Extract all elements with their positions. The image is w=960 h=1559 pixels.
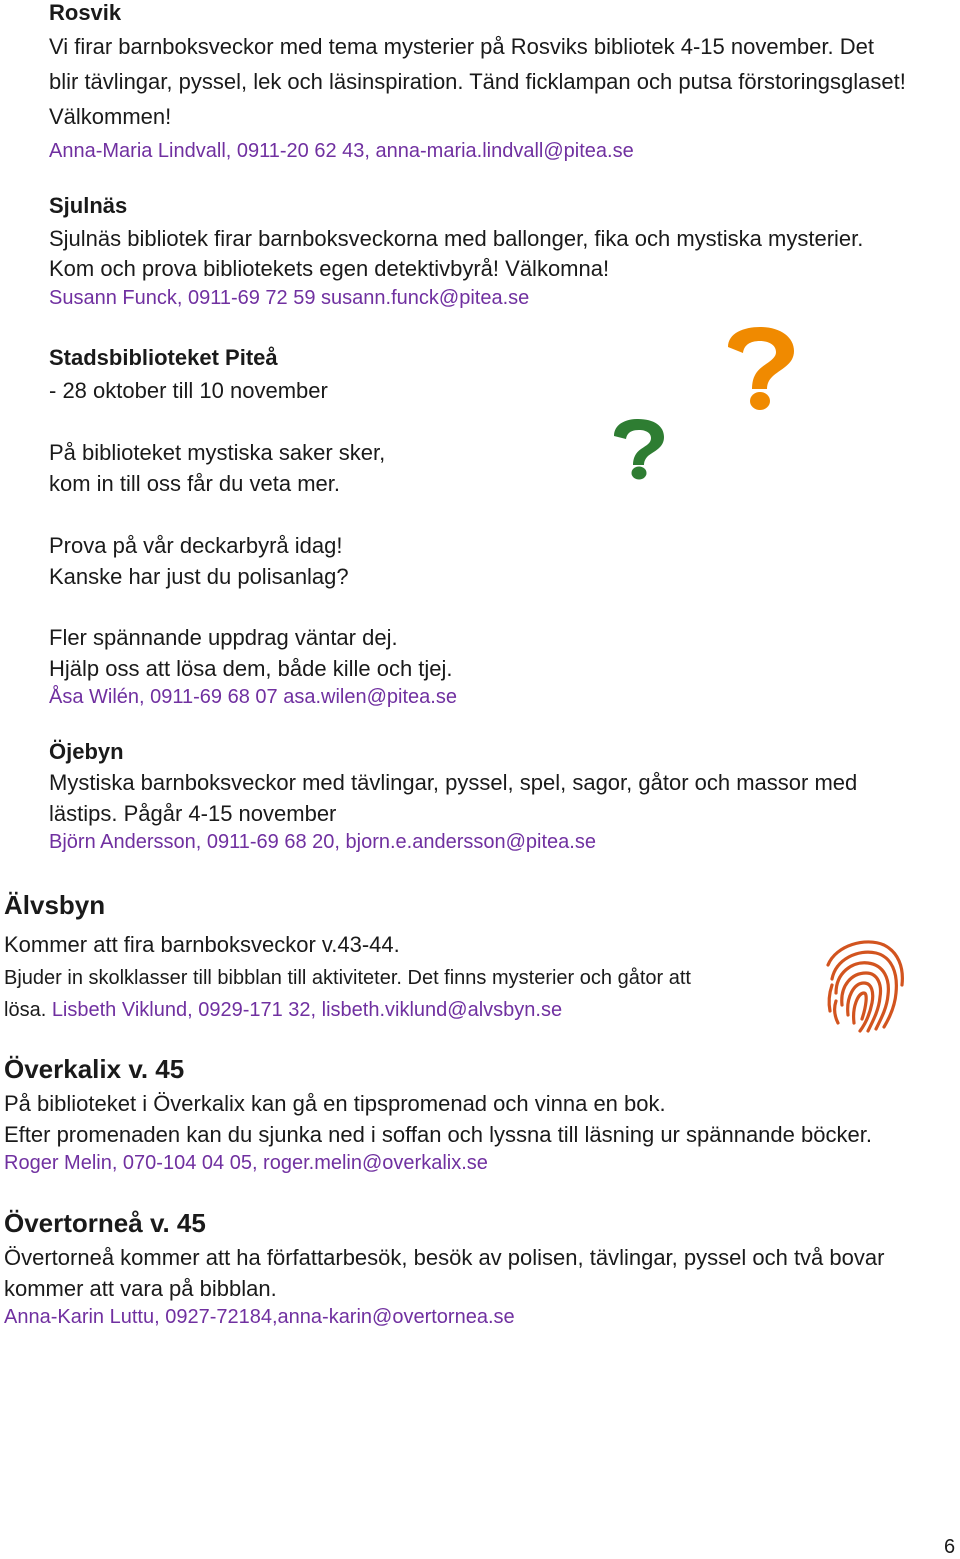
ojebyn-text-line: lästips. Pågår 4-15 november	[49, 801, 337, 826]
sjulnas-text-line: Kom och prova bibliotekets egen detektivbyrå! Välkomna!	[49, 256, 610, 281]
alvsbyn-contact: Lisbeth Viklund, 0929-171 32, lisbeth.viklund@alvsbyn.se	[51, 999, 563, 1021]
section-heading-sjulnas: Sjulnäs	[49, 193, 128, 218]
section-heading-alvsbyn: Älvsbyn	[4, 890, 106, 920]
overkalix-contact: Roger Melin, 070-104 04 05, roger.melin@overkalix.se	[4, 1152, 488, 1174]
sjulnas-text-line: Sjulnäs bibliotek firar barnboksveckorna med ballonger, fika och mystiska mysterier.	[49, 226, 864, 251]
overtornea-text-line: kommer att vara på bibblan.	[4, 1276, 277, 1301]
stadsbiblioteket-text-line: På biblioteket mystiska saker sker,	[49, 440, 386, 465]
stadsbiblioteket-text-line: Prova på vår deckarbyrå idag!	[49, 533, 343, 558]
alvsbyn-text-line	[4, 999, 562, 1022]
stadsbiblioteket-text-line: - 28 oktober till 10 november	[49, 378, 328, 403]
overtornea-text-line: Övertorneå kommer att ha författarbesök, besök av polisen, tävlingar, pyssel och två bovar	[4, 1245, 885, 1270]
question-mark-icon	[722, 325, 798, 411]
section-heading-ojebyn: Öjebyn	[49, 739, 124, 764]
rosvik-text-line: Vi firar barnboksveckor med tema mysterier på Rosviks bibliotek 4-15 november. Det	[49, 34, 874, 59]
section-heading-rosvik: Rosvik	[49, 0, 122, 25]
stadsbiblioteket-text-line: Fler spännande uppdrag väntar dej.	[49, 625, 398, 650]
stadsbiblioteket-text-line: Kanske har just du polisanlag?	[49, 564, 349, 589]
fingerprint-icon	[822, 935, 908, 1035]
alvsbyn-text-line: Bjuder in skolklasser till bibblan till aktiviteter. Det finns mysterier och gåtor att	[4, 967, 691, 989]
ojebyn-text-line: Mystiska barnboksveckor med tävlingar, pyssel, spel, sagor, gåtor och massor med	[49, 770, 858, 795]
section-heading-stadsbiblioteket: Stadsbiblioteket Piteå	[49, 345, 278, 370]
rosvik-contact: Anna-Maria Lindvall, 0911-20 62 43, anna-maria.lindvall@pitea.se	[49, 140, 634, 162]
ojebyn-contact: Björn Andersson, 0911-69 68 20, bjorn.e.andersson@pitea.se	[49, 831, 596, 853]
alvsbyn-text-end: lösa.	[4, 999, 47, 1021]
stadsbiblioteket-text-line: Hjälp oss att lösa dem, både kille och tjej.	[49, 656, 453, 681]
overkalix-text-line: På biblioteket i Överkalix kan gå en tipspromenad och vinna en bok.	[4, 1091, 666, 1116]
rosvik-text-line: Välkommen!	[49, 104, 172, 129]
stadsbiblioteket-text-line: kom in till oss får du veta mer.	[49, 471, 340, 496]
page-number: 6	[944, 1536, 956, 1558]
rosvik-text-line: blir tävlingar, pyssel, lek och läsinspiration. Tänd ficklampan och putsa förstoringsglaset!	[49, 69, 906, 94]
section-heading-overkalix: Överkalix v. 45	[4, 1054, 185, 1084]
overkalix-text-line: Efter promenaden kan du sjunka ned i soffan och lyssna till läsning ur spännande böcker.	[4, 1122, 872, 1147]
stadsbiblioteket-contact: Åsa Wilén, 0911-69 68 07 asa.wilen@pitea.se	[49, 686, 457, 708]
sjulnas-contact: Susann Funck, 0911-69 72 59 susann.funck@pitea.se	[49, 287, 530, 309]
overtornea-contact: Anna-Karin Luttu, 0927-72184,anna-karin@overtornea.se	[4, 1306, 515, 1328]
question-mark-icon	[612, 418, 666, 480]
section-heading-overtornea: Övertorneå v. 45	[4, 1208, 206, 1238]
alvsbyn-text-line: Kommer att fira barnboksveckor v.43-44.	[4, 932, 400, 957]
